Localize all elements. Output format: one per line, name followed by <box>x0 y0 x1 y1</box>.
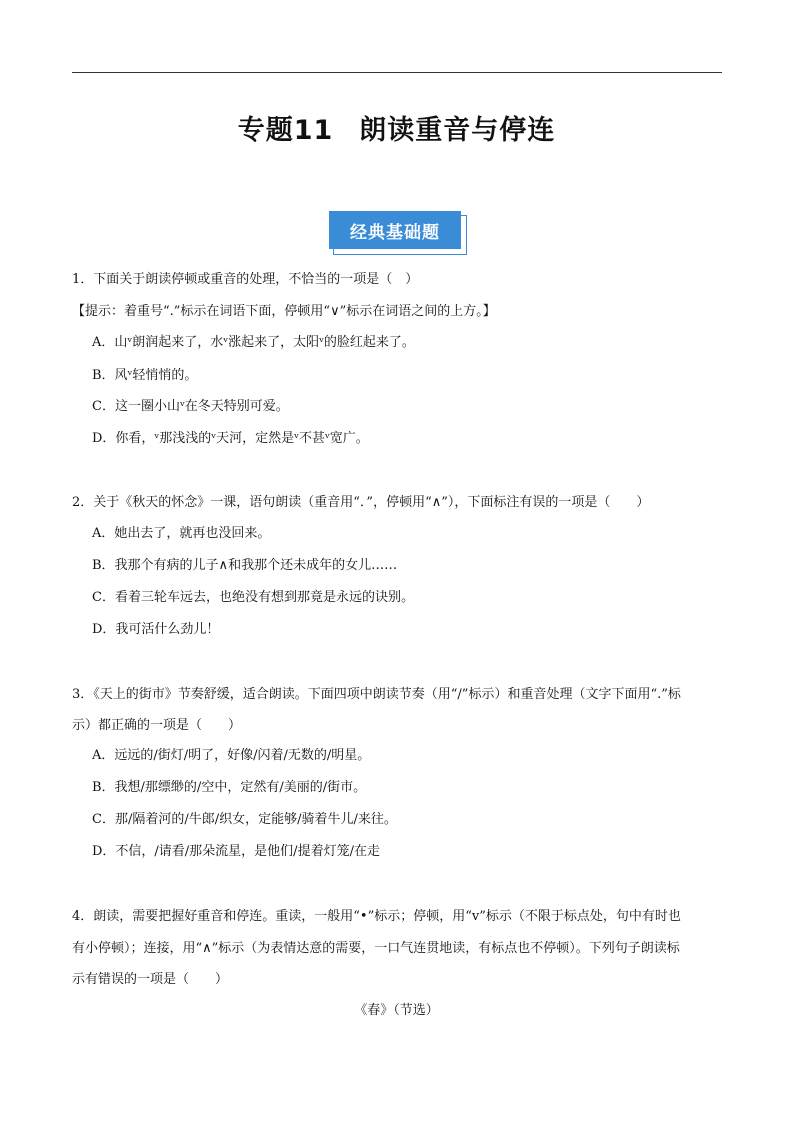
header-rule <box>72 72 722 73</box>
page-title <box>0 108 793 147</box>
badge-label: 经典基础题 <box>329 211 461 249</box>
q2-stem: 2．关于《秋天的怀念》一课，语句朗读（重音用“．”，停顿用“∧”），下面标注有误的一项是（ ） <box>72 495 650 510</box>
q4-source-caption: 《春》（节选） <box>354 1003 439 1018</box>
q1-hint: 【提示：着重号“.”标示在词语下面，停顿用“∨”标示在词语之间的上方。】 <box>72 304 496 319</box>
q2-option-b: B．我那个有病的儿子∧和我那个还未成年的女儿…… <box>92 558 398 573</box>
q1-option-c: C．这一圈小山ᵛ在冬天特别可爱。 <box>92 399 289 414</box>
q1-stem: 1．下面关于朗读停顿或重音的处理，不恰当的一项是（ ） <box>72 272 419 287</box>
q3-option-a: A．远远的/街灯/明了，好像/闪着/无数的/明星。 <box>92 748 371 763</box>
q1-option-d: D．你看，ᵛ那浅浅的ᵛ天河，定然是ᵛ不甚ᵛ宽广。 <box>92 431 369 446</box>
q3-stem-line1: 3．《天上的街市》节奏舒缓，适合朗读。下面四项中朗读节奏（用“/”标示）和重音处理（文字下面用“.”标 <box>72 687 681 702</box>
q3-option-c: C．那/隔着河的/牛郎/织女，定能够/骑着牛儿/来往。 <box>92 812 397 827</box>
q4-stem-line3: 示有错误的一项是（ ） <box>72 972 229 987</box>
q4-stem-line1: 4．朗读，需要把握好重音和停连。重读，一般用“•”标示；停顿，用“v”标示（不限于标点处，句中有时也 <box>72 909 681 924</box>
q3-option-d: D．不信，/请看/那朵流星，是他们/提着灯笼/在走 <box>92 844 380 859</box>
title-topic-number: 专题11 <box>237 115 334 146</box>
section-badge <box>329 211 467 255</box>
title-topic-name: 朗读重音与停连 <box>359 115 556 146</box>
q2-option-c: C．看着三轮车远去，也绝没有想到那竟是永远的诀别。 <box>92 590 414 605</box>
q2-option-d: D．我可活什么劲儿！ <box>92 622 220 637</box>
q4-stem-line2: 有小停顿）；连接，用“∧”标示（为表情达意的需要，一口气连贯地读，有标点也不停顿）。下列句子朗读标 <box>72 941 680 956</box>
q1-option-a: A．山ᵛ朗润起来了，水ᵛ涨起来了，太阳ᵛ的脸红起来了。 <box>92 335 415 350</box>
q1-option-b: B．风ᵛ轻悄悄的。 <box>92 368 198 383</box>
q2-option-a: A．她出去了，就再也没回来。 <box>92 526 271 541</box>
q3-stem-line2: 示）都正确的一项是（ ） <box>72 718 242 733</box>
q3-option-b: B．我想/那缥缈的/空中，定然有/美丽的/街市。 <box>92 780 367 795</box>
